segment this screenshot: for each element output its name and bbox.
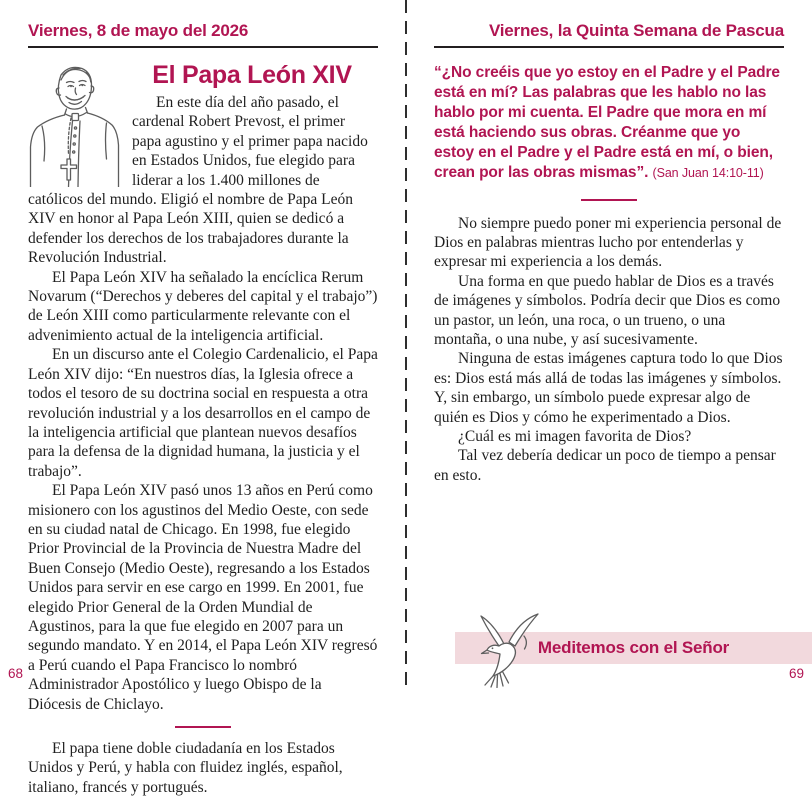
page-number-left: 68 <box>8 666 24 681</box>
meditation-paragraph: Tal vez debería dedicar un poco de tiempo a pensar en esto. <box>434 447 776 484</box>
left-header-rule <box>28 46 378 48</box>
quote-citation: (San Juan 14:10-11) <box>652 166 764 180</box>
article-paragraph: El Papa León XIV pasó unos 13 años en Perú como misionero con los agustinos del Medio Oeste, con sede en su ciudad natal de Chicago. En 1998, fue elegido Prior Provincial de la Provincia de Nuestra Madre del Buen Consejo (Medio Oeste), regresando a los Estados Unidos para servir en ese cargo en 1999. En 2001, fue elegido Prior General de la Orden Mundial de Agustinos, para la que fue elegido en 2007 para un segundo mandato. Y en 2014, el Papa León XIV regresó a Perú cuando el Papa Francisco lo nombró Administrador Apostólico y luego Obispo de la Diócesis de Chiclayo. <box>28 482 378 713</box>
dove-illustration-icon <box>466 610 554 688</box>
article-paragraph: El papa tiene doble ciudadanía en los Estados Unidos y Perú, y habla con fluidez inglés, español, italiano, francés y portugués. <box>28 740 343 796</box>
left-page-header: Viernes, 8 de mayo del 2026 <box>28 21 249 40</box>
meditation-paragraph: No siempre puedo poner mi experiencia personal de Dios en palabras mientras lucho por entenderlas y expresar mi experiencia a los demás. <box>434 214 782 271</box>
meditation-body <box>434 214 784 486</box>
article-paragraph: El Papa León XIV ha señalado la encíclica Rerum Novarum (“Derechos y deberes del capital y el trabajo”) de León XIII como particularmente relevante con el advenimiento actual de la inteligencia artificial. <box>28 268 378 344</box>
right-page <box>406 0 812 693</box>
section-divider-rule <box>175 726 231 728</box>
article-pope-leo <box>28 61 378 797</box>
article-title: El Papa León XIV <box>152 61 352 89</box>
left-page <box>0 0 406 796</box>
section-divider-rule <box>581 199 637 201</box>
right-page-header: Viernes, la Quinta Semana de Pascua <box>488 21 784 40</box>
meditation-paragraph: ¿Cuál es mi imagen favorita de Dios? <box>458 427 692 445</box>
pope-illustration-icon <box>28 61 120 187</box>
quote-text: “¿No creéis que yo estoy en el Padre y el Padre está en mí? Las palabras que les hablo no las hablo por mi cuenta. El Padre que mora en mí está haciendo sus obras. Créanme que yo estoy en el Padre y el Padre está en mí, o bien, crean por las obras mismas”. <box>434 64 780 181</box>
page-number-right: 69 <box>788 666 804 681</box>
meditation-banner-label: Meditemos con el Señor <box>537 638 730 657</box>
article-paragraph: En un discurso ante el Colegio Cardenalicio, el Papa León XIV dijo: “En nuestros días, la Iglesia ofrece a todos el tesoro de su doctrina social en respuesta a otra revolución industrial y a los desarrollos en el campo de la inteligencia artificial que plantean nuevos desafíos para la defensa de la dignidad humana, la justicia y el trabajo”. <box>28 346 378 480</box>
scripture-quote <box>434 63 784 183</box>
meditation-paragraph: Ninguna de estas imágenes captura todo lo que Dios es: Dios está más allá de todas las imágenes y símbolos. Y, sin embargo, un símbolo puede expresar algo de quién es Dios y cómo he experimentado a Dios. <box>434 350 783 426</box>
right-header-rule <box>434 46 784 48</box>
article-paragraph: En este día del año pasado, el cardenal Robert Prevost, el primer papa agustino y el primer papa nacido en Estados Unidos, fue elegido para liderar a los 1.400 millones de católicos del mundo. Eligió el nombre de Papa León XIV en honor al Papa León XIII, quien se dedicó a defender los derechos de los trabajadores durante la Revolución Industrial. <box>28 94 368 267</box>
meditation-paragraph: Una forma en que puedo hablar de Dios es a través de imágenes y símbolos. Podría decir que Dios es como un pastor, un león, una roca, o un trueno, o una montaña, o una nube, y así sucesivamente. <box>434 272 781 348</box>
